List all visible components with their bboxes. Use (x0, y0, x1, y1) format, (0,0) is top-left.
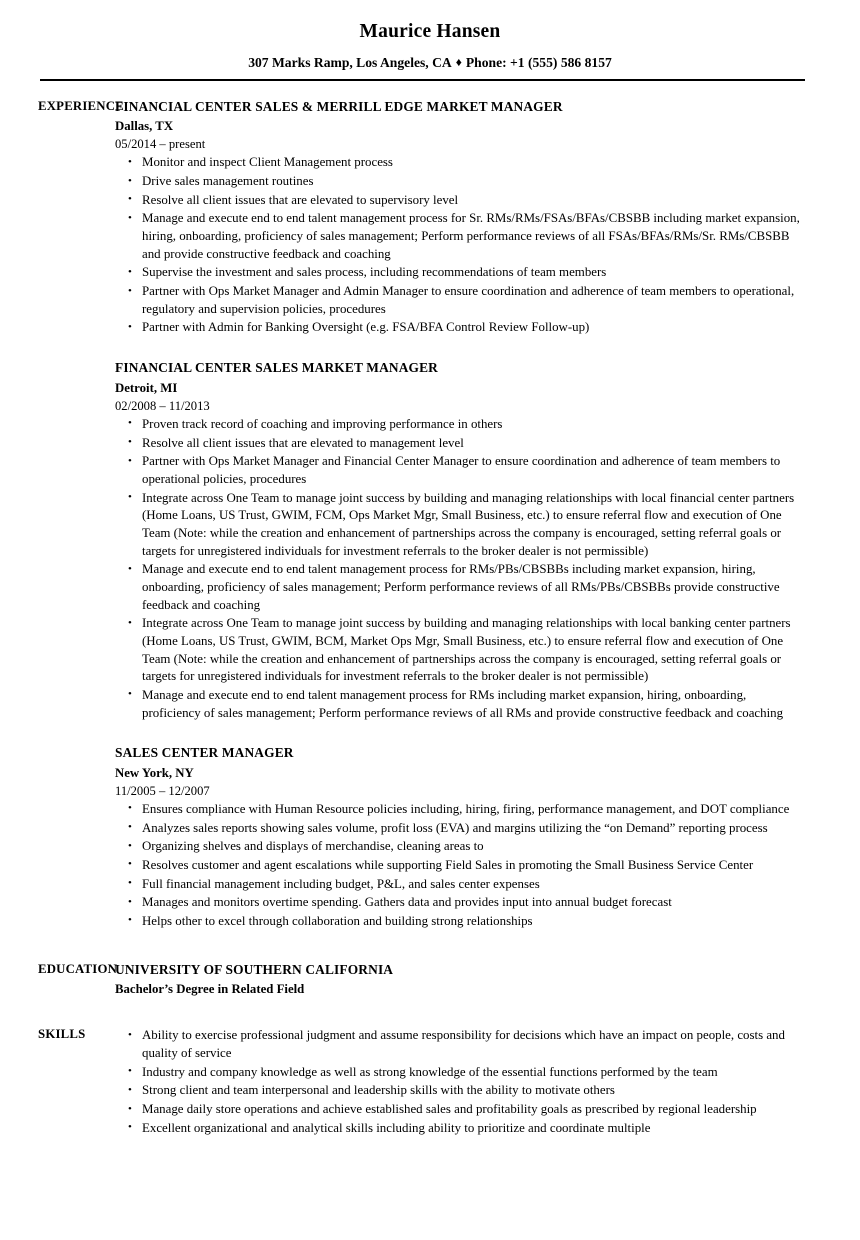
list-item: • Manage and execute end to end talent management process for Sr. RMs/RMs/FSAs/BFAs/CBSBB including market expansion, hiring, onboarding, proficiency of sales management; Perform performance reviews of all FSAs/BFAs/RMs/Sr. RMs/CBSBB and provide constructive feedback and coaching (115, 210, 805, 263)
list-item: • Manages and monitors overtime spending. Gathers data and provides input into annual budget forecast (115, 894, 805, 912)
section-label-education: EDUCATION (38, 961, 118, 976)
section-skills (0, 1026, 860, 1137)
job-dates: 11/2005 – 12/2007 (115, 783, 210, 798)
list-item: • Ability to exercise professional judgment and assume responsibility for decisions which have an impact on people, costs and quality of service (115, 1027, 805, 1062)
list-item: • Partner with Ops Market Manager and Financial Center Manager to ensure coordination and adherence of team members to operational policies, procedures (115, 453, 805, 488)
education-body (115, 961, 860, 999)
list-item: • Monitor and inspect Client Management process (115, 154, 805, 172)
education-school: UNIVERSITY OF SOUTHERN CALIFORNIA (115, 961, 394, 977)
list-item: • Excellent organizational and analytical skills including ability to prioritize and coordinate multiple (115, 1120, 805, 1138)
job-bullet-list (115, 801, 805, 931)
experience-body (115, 98, 860, 931)
list-item: • Supervise the investment and sales process, including recommendations of team members (115, 264, 805, 282)
list-item: • Resolves customer and agent escalations while supporting Field Sales in promoting the Small Business Service Center (115, 857, 805, 875)
job-title: SALES CENTER MANAGER (115, 745, 294, 761)
job-dates: 05/2014 – present (115, 137, 206, 152)
list-item: • Resolve all client issues that are elevated to management level (115, 435, 805, 453)
list-item: • Resolve all client issues that are elevated to supervisory level (115, 192, 805, 210)
job-title: FINANCIAL CENTER SALES & MERRILL EDGE MARKET MANAGER (115, 98, 563, 114)
list-item: • Proven track record of coaching and improving performance in others (115, 416, 805, 434)
list-item: • Drive sales management routines (115, 173, 805, 191)
contact-phone: Phone: +1 (555) 586 8157 (465, 55, 612, 71)
skills-body (115, 1026, 860, 1137)
candidate-name: Maurice Hansen (359, 21, 501, 42)
section-label-skills: SKILLS (38, 1027, 86, 1042)
header-divider (40, 79, 805, 81)
job-location: Detroit, MI (115, 380, 178, 395)
list-item: • Helps other to excel through collaboration and building strong relationships (115, 913, 805, 931)
list-item: • Manage and execute end to end talent management process for RMs including market expansion, hiring, onboarding, proficiency of sales management; Perform performance reviews of all RMs and provide constructive feedback and coaching (115, 687, 805, 722)
job-location: New York, NY (115, 765, 194, 780)
list-item: • Organizing shelves and displays of merchandise, cleaning areas to (115, 838, 805, 856)
job-bullet-list (115, 416, 805, 722)
list-item: • Integrate across One Team to manage joint success by building and managing relationships with local banking center partners (Home Loans, US Trust, GWIM, BCM, Market Ops Mgr, Small Business, etc.) to ensure referral flow and execution of One Team (Note: while the creation and enhancement of partnerships across the company is encouraged, setting referral goals or targets for unregistered individuals for investment referrals to the broker dealer is not permissible) (115, 615, 805, 686)
list-item: • Partner with Admin for Banking Oversight (e.g. FSA/BFA Control Review Follow-up) (115, 319, 805, 337)
list-item: • Partner with Ops Market Manager and Admin Manager to ensure coordination and adherence of team members to operational, regulatory and supervision policies, procedures (115, 283, 805, 318)
job-bullet-list (115, 154, 805, 337)
job-location: Dallas, TX (115, 119, 174, 134)
section-label-experience: EXPERIENCE (38, 98, 124, 113)
job-dates: 02/2008 – 11/2013 (115, 398, 210, 413)
contact-line (0, 55, 860, 71)
resume-header (0, 0, 860, 81)
list-item: • Ensures compliance with Human Resource policies including, hiring, firing, performance management, and DOT compliance (115, 801, 805, 819)
skills-bullet-list (115, 1027, 805, 1137)
list-item: • Analyzes sales reports showing sales volume, profit loss (EVA) and margins utilizing the “on Demand” reporting process (115, 820, 805, 838)
job-title: FINANCIAL CENTER SALES MARKET MANAGER (115, 360, 439, 376)
list-item: • Full financial management including budget, P&L, and sales center expenses (115, 876, 805, 894)
list-item: • Manage and execute end to end talent management process for RMs/PBs/CBSBBs including market expansion, hiring, onboarding, proficiency of sales management; Perform performance reviews of all RMs/PBs/CBSBBs provide constructive feedback and coaching (115, 561, 805, 614)
contact-address: 307 Marks Ramp, Los Angeles, CA (248, 55, 452, 71)
resume-content (0, 98, 860, 1138)
job-entry (115, 744, 805, 930)
list-item: • Strong client and team interpersonal and leadership skills with the ability to motivate others (115, 1082, 805, 1100)
job-entry (115, 359, 805, 722)
diamond-separator-icon: ♦ (455, 55, 462, 70)
education-degree: Bachelor’s Degree in Related Field (115, 982, 305, 997)
job-entry (115, 98, 805, 337)
list-item: • Industry and company knowledge as well as strong knowledge of the essential functions performed by the team (115, 1064, 805, 1082)
section-experience (0, 98, 860, 931)
section-education (0, 961, 860, 999)
list-item: • Manage daily store operations and achieve established sales and profitability goals as prescribed by regional leadership (115, 1101, 805, 1119)
list-item: • Integrate across One Team to manage joint success by building and managing relationships with local financial center partners (Home Loans, US Trust, GWIM, FCM, Ops Market Mgr, Small Business, etc.) to ensure referral flow and execution of One Team (Note: while the creation and enhancement of partnerships across the company is encouraged, setting referral goals or targets for unregistered individuals for investment referrals to the broker dealer is not permissible) (115, 490, 805, 561)
